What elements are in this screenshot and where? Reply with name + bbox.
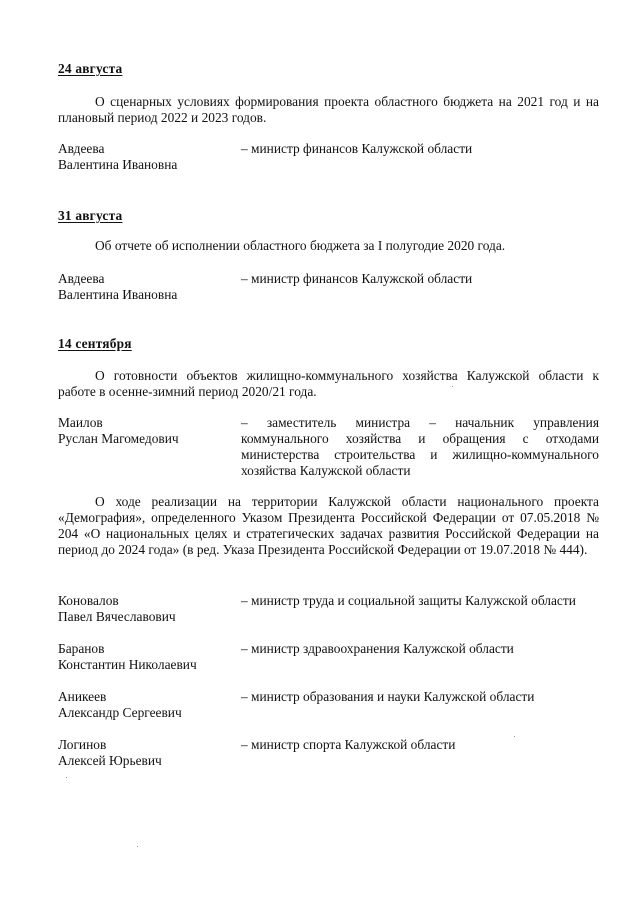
speaker-role: – министр труда и социальной защиты Калужской области [241, 593, 576, 608]
scan-speck [66, 777, 67, 778]
speaker-role: – министр финансов Калужской области [241, 271, 473, 286]
speaker-surname: Логинов [58, 737, 107, 752]
speaker-name [58, 141, 233, 173]
speaker-given-name: Руслан Магомедович [58, 431, 179, 446]
speaker-role: – министр финансов Калужской области [241, 141, 473, 156]
speaker-surname: Баранов [58, 641, 105, 656]
agenda-item-text: О ходе реализации на территории Калужской области национального проекта «Демография», определенного Указом Президента Российской Федерации от 07.05.2018 № 204 «О национальных целях и стратегических задачах развития Российской Федерации на период до 2024 года» (в ред. Указа Президента Российской Федерации от 19.07.2018 № 444). [58, 494, 599, 557]
section-date: 31 августа [58, 208, 123, 223]
scan-speck [514, 736, 515, 737]
speaker-surname: Аникеев [58, 689, 107, 704]
speaker-name [58, 689, 233, 721]
speaker-given-name: Александр Сергеевич [58, 705, 182, 720]
speaker-role: – министр спорта Калужской области [241, 737, 456, 752]
section-date: 14 сентября [58, 336, 132, 351]
speaker-name [58, 593, 233, 625]
agenda-item-text: О сценарных условиях формирования проекта областного бюджета на 2021 год и на плановый период 2022 и 2023 годов. [58, 94, 599, 125]
speaker-name [58, 415, 233, 447]
agenda-item-text: Об отчете об исполнении областного бюджета за I полугодие 2020 года. [95, 238, 506, 253]
speaker-name [58, 271, 233, 303]
speaker-name [58, 737, 233, 769]
speaker-name [58, 641, 233, 673]
speaker-surname: Авдеева [58, 271, 105, 286]
speaker-given-name: Алексей Юрьевич [58, 753, 162, 768]
section-date: 24 августа [58, 61, 123, 76]
scan-speck [137, 846, 138, 847]
speaker-given-name: Павел Вячеславович [58, 609, 176, 624]
speaker-given-name: Валентина Ивановна [58, 157, 178, 172]
speaker-surname: Маилов [58, 415, 103, 430]
speaker-surname: Коновалов [58, 593, 119, 608]
speaker-given-name: Константин Николаевич [58, 657, 197, 672]
speaker-role: – министр образования и науки Калужской области [241, 689, 535, 704]
agenda-item-text: О готовности объектов жилищно-коммунального хозяйства Калужской области к работе в осенне-зимний период 2020/21 года. [58, 368, 599, 399]
speaker-surname: Авдеева [58, 141, 105, 156]
speaker-role: – министр здравоохранения Калужской области [241, 641, 514, 656]
speaker-given-name: Валентина Ивановна [58, 287, 178, 302]
speaker-role: – заместитель министра – начальник управления коммунального хозяйства и обращения с отходами министерства строительства и жилищно-коммунального хозяйства Калужской области [241, 415, 599, 478]
scan-speck [452, 386, 453, 387]
